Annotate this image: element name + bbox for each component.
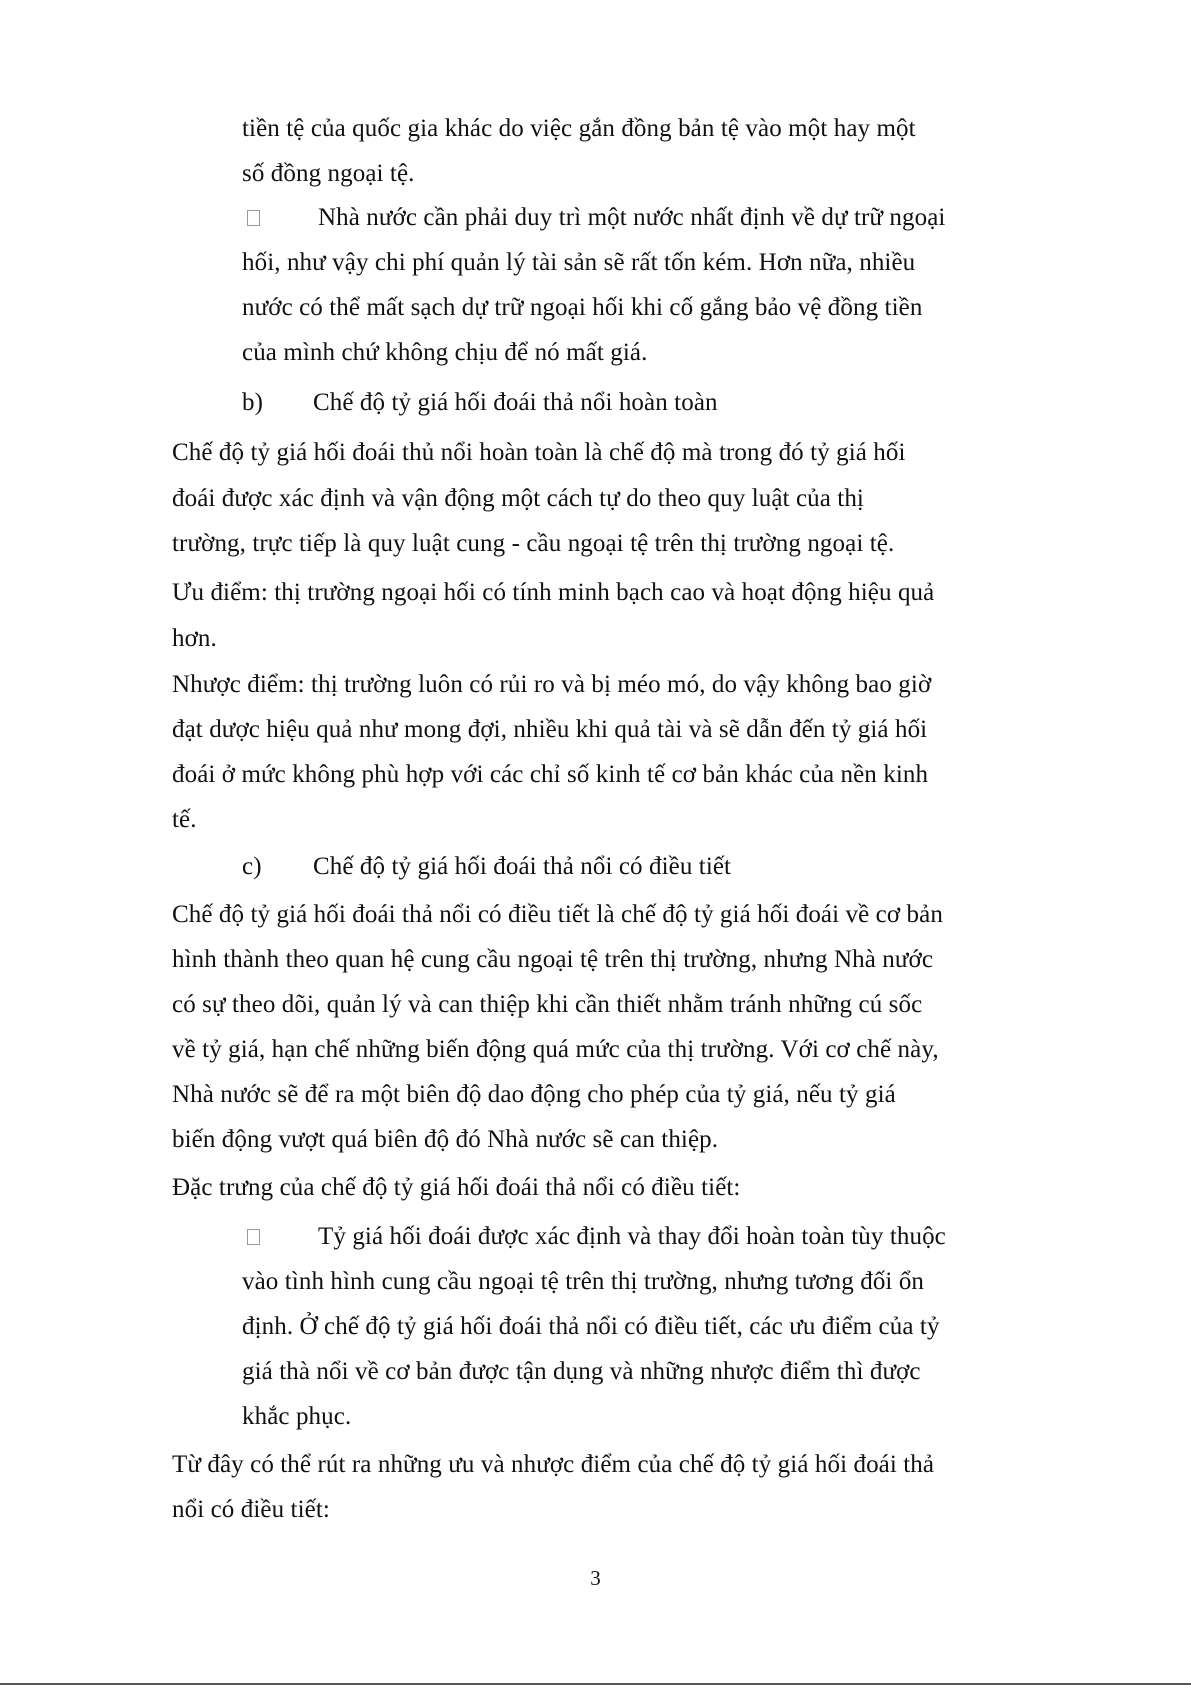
text-line: hơn. — [172, 625, 217, 652]
text-line: nước có thể mất sạch dự trữ ngoại hối khi cố gắng bảo vệ đồng tiền — [242, 294, 923, 321]
bullet-square-icon — [247, 1229, 260, 1245]
text-line: hình thành theo quan hệ cung cầu ngoại tệ trên thị trường, nhưng Nhà nước — [172, 946, 934, 973]
text-line: Tỷ giá hối đoái được xác định và thay đổi hoàn toàn tùy thuộc — [318, 1223, 946, 1250]
section-label: c) — [242, 853, 262, 880]
text-line: trường, trực tiếp là quy luật cung - cầu ngoại tệ trên thị trường ngoại tệ. — [172, 530, 895, 557]
bullet-paragraph-line — [247, 1222, 946, 1252]
page-number: 3 — [590, 1566, 601, 1590]
text-line: tiền tệ của quốc gia khác do việc gắn đồng bản tệ vào một hay một — [242, 115, 916, 142]
section-title: Chế độ tỷ giá hối đoái thả nổi có điều tiết — [313, 853, 732, 880]
text-line: Từ đây có thể rút ra những ưu và nhược điểm của chế độ tỷ giá hối đoái thả — [172, 1451, 935, 1478]
text-line: đạt dược hiệu quả như mong đợi, nhiều khi quả tài và sẽ dẫn đến tỷ giá hối — [172, 716, 928, 743]
text-line: của mình chứ không chịu để nó mất giá. — [242, 339, 648, 366]
text-line: định. Ở chế độ tỷ giá hối đoái thả nổi có điều tiết, các ưu điểm của tỷ — [242, 1313, 940, 1340]
text-line: nổi có điều tiết: — [172, 1496, 330, 1523]
text-line: Ưu điểm: thị trường ngoại hối có tính minh bạch cao và hoạt động hiệu quả — [172, 579, 935, 606]
bullet-square-icon — [247, 210, 260, 226]
text-line: khắc phục. — [242, 1403, 352, 1430]
text-line: về tỷ giá, hạn chế những biến động quá mức của thị trường. Với cơ chế này, — [172, 1036, 939, 1063]
text-line: biến động vượt quá biên độ đó Nhà nước sẽ can thiệp. — [172, 1126, 719, 1153]
text-line: số đồng ngoại tệ. — [242, 160, 415, 187]
text-line: giá thà nổi về cơ bản được tận dụng và những nhược điểm thì được — [242, 1358, 921, 1385]
text-line: tế. — [172, 806, 197, 833]
text-line: có sự theo dõi, quản lý và can thiệp khi cần thiết nhằm tránh những cú sốc — [172, 991, 923, 1018]
text-line: đoái ở mức không phù hợp với các chỉ số kinh tế cơ bản khác của nền kinh — [172, 761, 929, 788]
text-line: Chế độ tỷ giá hối đoái thủ nổi hoàn toàn là chế độ mà trong đó tỷ giá hối — [172, 439, 906, 466]
section-title: Chế độ tỷ giá hối đoái thả nổi hoàn toàn — [313, 389, 718, 416]
text-line: Chế độ tỷ giá hối đoái thả nổi có điều tiết là chế độ tỷ giá hối đoái về cơ bản — [172, 901, 943, 928]
section-heading-c — [242, 852, 731, 882]
text-line: Đặc trưng của chế độ tỷ giá hối đoái thả nổi có điều tiết: — [172, 1174, 741, 1201]
section-label: b) — [242, 389, 264, 416]
text-line: đoái được xác định và vận động một cách tự do theo quy luật của thị — [172, 485, 864, 512]
text-line: Nhược điểm: thị trường luôn có rủi ro và bị méo mó, do vậy không bao giờ — [172, 671, 932, 698]
text-line: hối, như vậy chi phí quản lý tài sản sẽ rất tốn kém. Hơn nữa, nhiều — [242, 249, 916, 276]
section-heading-b — [242, 388, 718, 418]
text-line: Nhà nước cần phải duy trì một nước nhất định về dự trữ ngoại — [318, 204, 946, 231]
bullet-paragraph-line — [247, 203, 945, 233]
text-line: vào tình hình cung cầu ngoại tệ trên thị trường, nhưng tương đối ổn — [242, 1268, 925, 1295]
text-line: Nhà nước sẽ để ra một biên độ dao động cho phép của tỷ giá, nếu tỷ giá — [172, 1081, 896, 1108]
